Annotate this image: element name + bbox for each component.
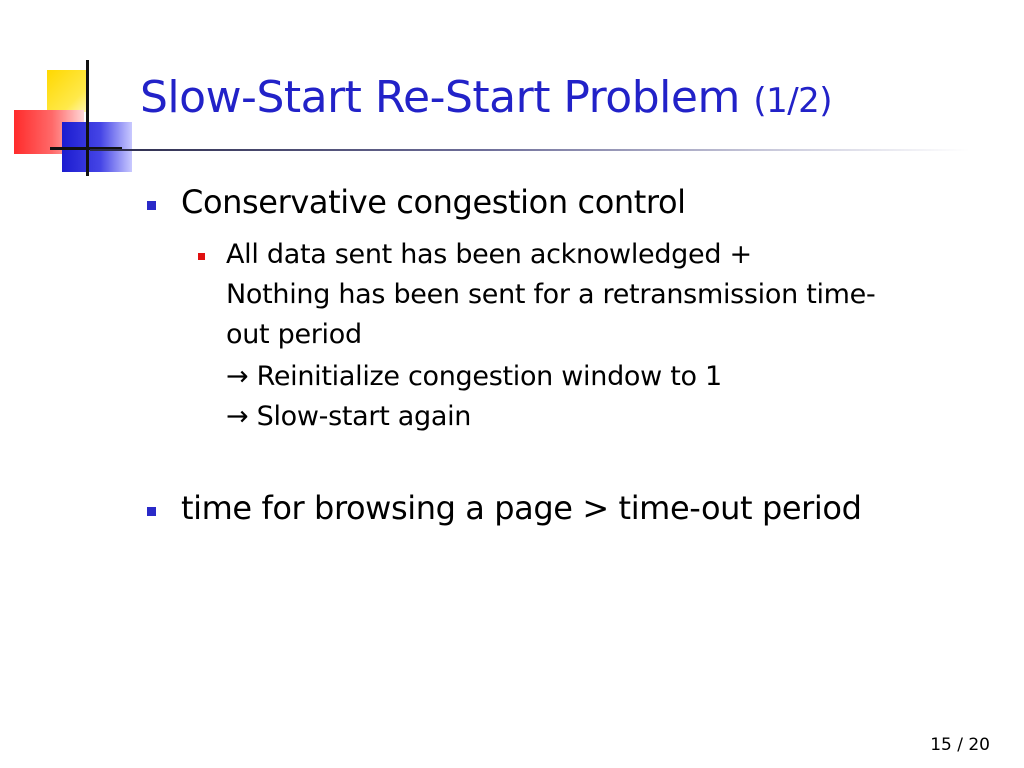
bullet-text: Conservative congestion control <box>181 183 686 221</box>
slide-title <box>140 72 833 123</box>
bullet-square-icon <box>147 201 156 210</box>
page-number: 15 / 20 <box>930 735 990 755</box>
slide-logo-graphic <box>0 0 140 180</box>
bullet-square-icon <box>147 507 156 516</box>
sub-bullet-line: Nothing has been sent for a retransmission time- <box>226 279 876 310</box>
title-underline <box>90 149 970 151</box>
sub-bullet-line: → Reinitialize congestion window to 1 <box>226 361 722 392</box>
bullet-square-icon <box>198 253 205 260</box>
sub-bullet-line: All data sent has been acknowledged + <box>226 239 752 270</box>
sub-bullet-line: → Slow-start again <box>226 401 472 432</box>
slide-title-part: (1/2) <box>753 81 833 121</box>
sub-bullet-line: out period <box>226 319 362 350</box>
slide-title-text: Slow-Start Re-Start Problem <box>140 72 740 123</box>
bullet-text: time for browsing a page > time-out period <box>181 489 862 527</box>
logo-vertical-line <box>86 60 89 176</box>
logo-yellow-square <box>47 70 87 112</box>
